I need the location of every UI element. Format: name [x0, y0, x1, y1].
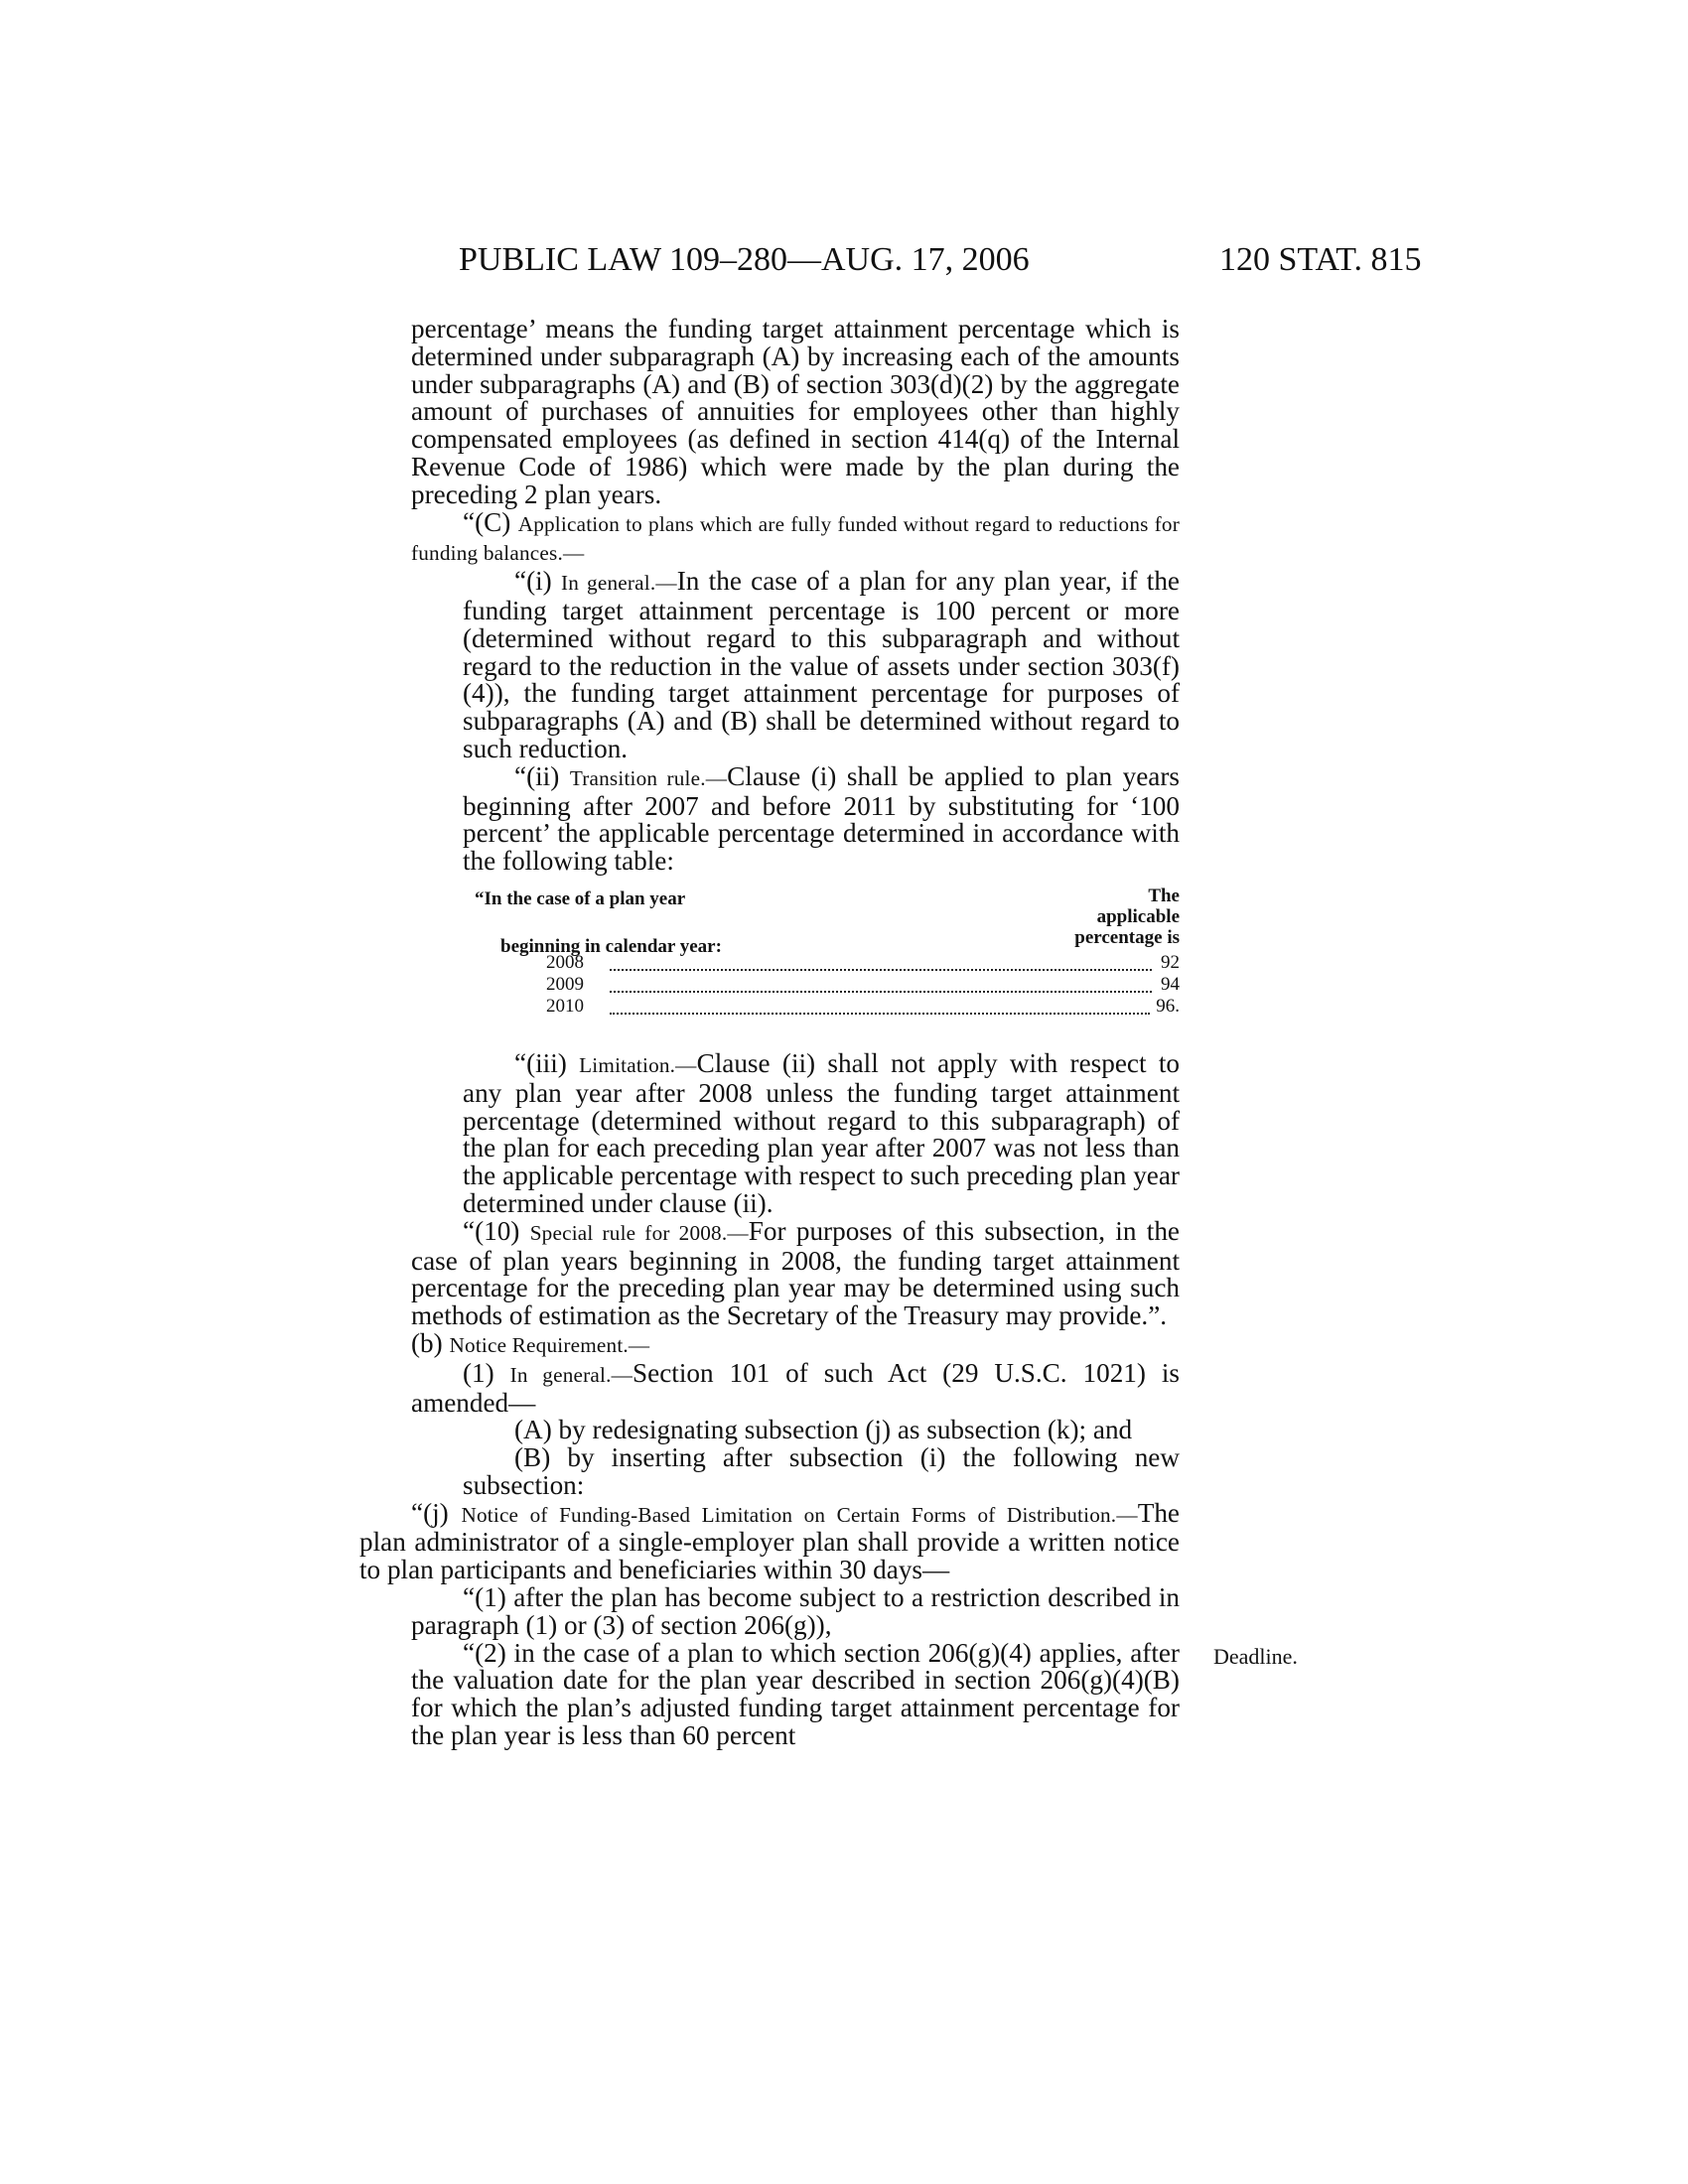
paragraph-j-2: “(2) in the case of a plan to which section 206(g)(4) applies, after the valuation date for the plan year described in section 206(g)(4)(B) for which the plan’s adjusted funding target attainment percentage for the plan year is less than 60 percent — [411, 1637, 1180, 1751]
subparagraph-a: (A) by redesignating subsection (j) as subsection (k); and — [514, 1415, 1133, 1445]
table-col1-header: “In the case of a plan year — [475, 887, 686, 909]
applicable-percentage-table — [359, 886, 1180, 1042]
clause-i: “(i) In general.—In the case of a plan for any plan year, if the funding target attainment percentage is 100 percent or more (determined without regard to this subparagraph and without regard to the reduction in the value of assets under section 303(f)(4)), the funding target attainment percentage for purposes of subparagraphs (A) and (B) shall be determined without regard to such reduction. — [463, 566, 1180, 763]
table-row: 2008 92 — [546, 952, 1180, 974]
paragraph-continuation: percentage’ means the funding target attainment percentage which is determined under subparagraph (A) by increasing each of the amounts under subparagraphs (A) and (B) of section 303(d)(2) by the aggregate amount of purchases of annuities for employees other than highly compensated employees (as defined in section 414(q) of the Internal Revenue Code of 1986) which were made by the plan during the preceding 2 plan years. — [411, 314, 1180, 509]
margin-note-deadline: Deadline. — [1213, 1644, 1298, 1669]
paragraph-j-1: “(1) after the plan has become subject to a restriction described in paragraph (1) or (3) of section 206(g)), — [411, 1582, 1180, 1640]
table-col1-subheader: beginning in calendar year: — [500, 935, 722, 957]
table-row: 2009 94 — [546, 974, 1180, 996]
subparagraph-b: (B) by inserting after subsection (i) the following new subsection: — [463, 1442, 1180, 1500]
table-row: 2010 96. — [546, 996, 1180, 1018]
clause-iii: “(iii) Limitation.—Clause (ii) shall not apply with respect to any plan year after 2008 unless the funding target attainment percentage (determined without regard to this subparagraph) of the plan for each preceding plan year after 2007 was not less than the applicable percentage with respect to such preceding plan year determined under clause (ii). — [463, 1047, 1180, 1218]
paragraph-10: “(10) Special rule for 2008.—For purposes of this subsection, in the case of plan years beginning in 2008, the funding target attainment percentage for the preceding plan year may be determined using such methods of estimation as the Secretary of the Treasury may provide.”. — [411, 1215, 1180, 1331]
subparagraph-c-heading: “(C) Application to plans which are fully funded without regard to reductions for funding balances.— — [411, 506, 1180, 566]
clause-ii: “(ii) Transition rule.—Clause (i) shall be applied to plan years beginning after 2007 and before 2011 by substituting for ‘100 percent’ the applicable percentage determined in accordance with the following table: — [463, 760, 1180, 877]
paragraph-1: (1) In general.—Section 101 of such Act (29 U.S.C. 1021) is amended— — [411, 1357, 1181, 1418]
statute-body — [359, 316, 1180, 1750]
page-citation: 120 STAT. 815 — [1219, 241, 1422, 278]
subsection-b-heading: (b) Notice Requirement.— — [411, 1327, 650, 1358]
table-col2-header: The applicable percentage is — [1074, 885, 1180, 948]
running-header-title: PUBLIC LAW 109–280—AUG. 17, 2006 — [459, 241, 1030, 278]
subsection-j: “(j) Notice of Funding-Based Limitation on Certain Forms of Distribution.—The plan administrator of a single-employer plan shall provide a written notice to plan participants and beneficiaries within 30 days— — [359, 1497, 1180, 1585]
